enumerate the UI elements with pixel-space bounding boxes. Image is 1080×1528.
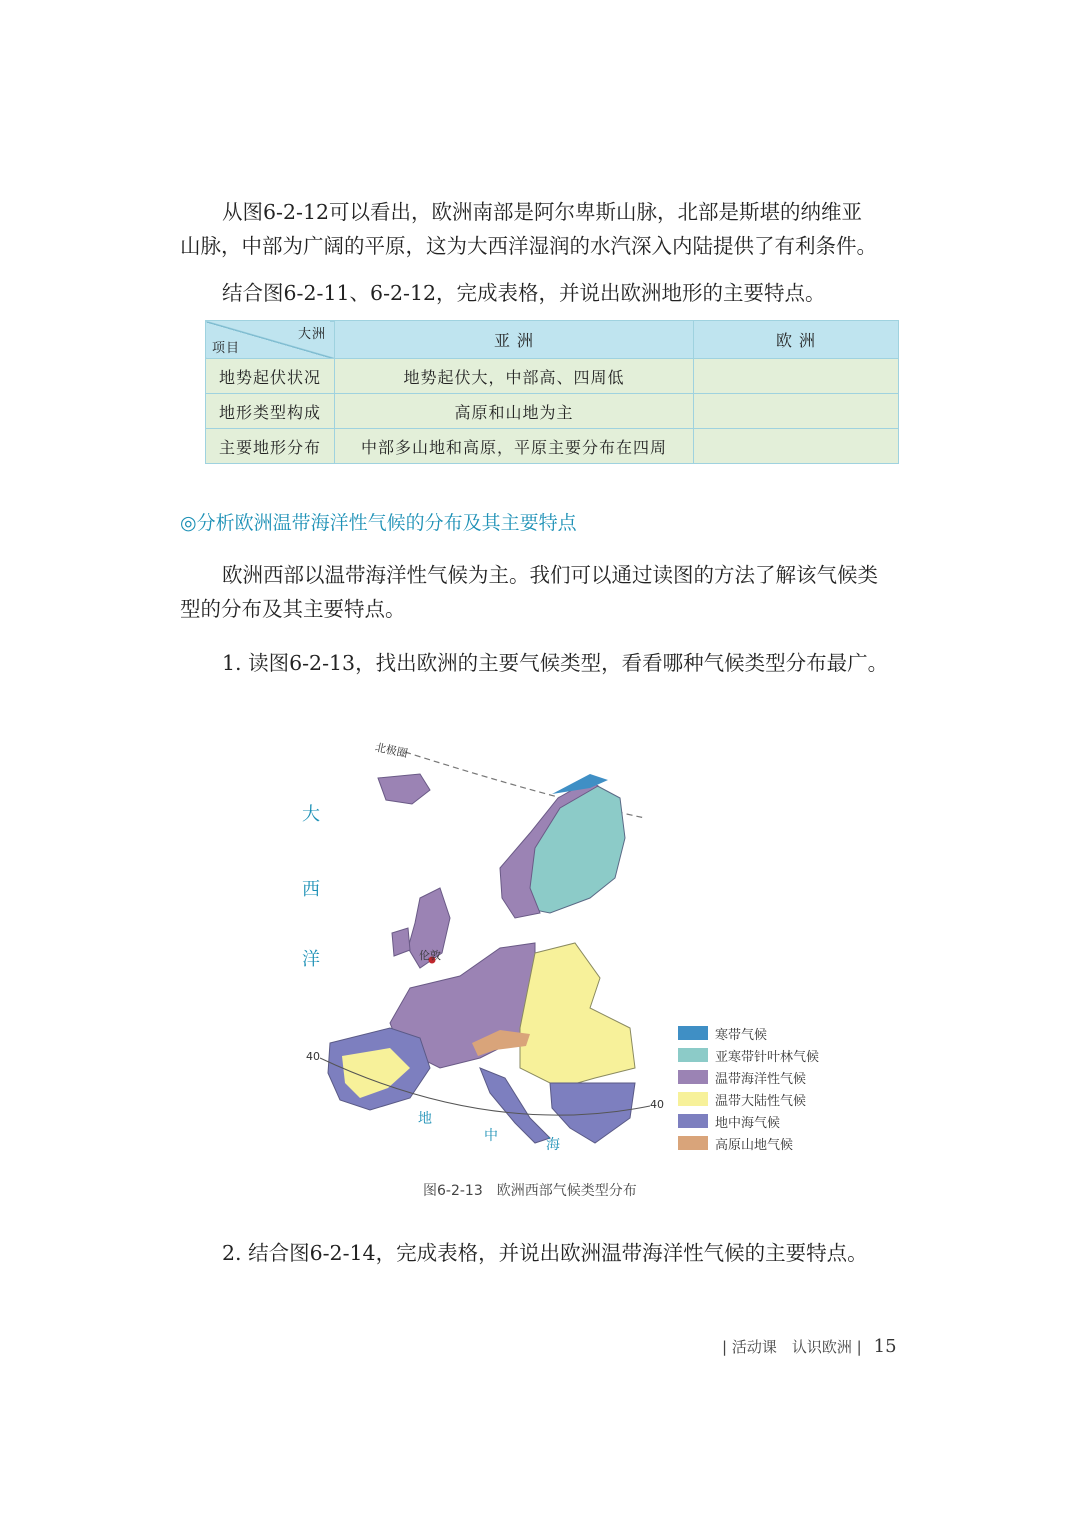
corner-bottom-label: 项目 (212, 341, 241, 356)
ocean-label-char: 西 (302, 879, 320, 900)
row-asia: 地势起伏大，中部高、四周低 (335, 359, 694, 394)
legend-swatch (678, 1026, 708, 1040)
arctic-circle-label: 北极圈 (373, 740, 409, 761)
ocean-label-char: 洋 (302, 949, 320, 970)
page-footer (722, 1336, 897, 1357)
header-asia: 亚 洲 (335, 321, 694, 359)
iceland-shape (378, 774, 430, 804)
legend-label: 温带海洋性气候 (715, 1071, 807, 1087)
corner-top-label: 大洲 (297, 327, 326, 342)
legend-swatch (678, 1070, 708, 1084)
legend-swatch (678, 1048, 708, 1062)
sea-label-char: 海 (546, 1137, 560, 1153)
figure-caption: 图6-2-13 欧洲西部气候类型分布 (423, 1183, 637, 1199)
map-legend (678, 1022, 819, 1154)
table-row (206, 359, 899, 394)
row-item: 地形类型构成 (206, 394, 335, 429)
row-europe-input[interactable] (694, 359, 899, 394)
row-asia: 中部多山地和高原，平原主要分布在四周 (335, 429, 694, 464)
legend-label: 高原山地气候 (715, 1137, 794, 1153)
terrain-table (205, 320, 899, 464)
ocean-label-char: 大 (302, 804, 320, 825)
paragraph-line: 从图6-2-12可以看出，欧洲南部是阿尔卑斯山脉，北部是斯堪的纳维亚 (222, 200, 863, 224)
row-item: 主要地形分布 (206, 429, 335, 464)
paragraph-terrain (180, 195, 940, 263)
table-corner-cell (206, 321, 335, 359)
ireland-shape (392, 928, 410, 956)
table-row (206, 429, 899, 464)
latitude-label: 40 (306, 1050, 320, 1063)
row-europe-input[interactable] (694, 429, 899, 464)
balkans-mediterranean (550, 1083, 635, 1143)
legend-item (678, 1022, 819, 1044)
row-item: 地势起伏状况 (206, 359, 335, 394)
legend-item (678, 1044, 819, 1066)
east-continental (520, 943, 635, 1088)
sea-label-char: 中 (484, 1128, 498, 1144)
header-europe: 欧 洲 (694, 321, 899, 359)
table-instruction: 结合图6-2-11、6-2-12，完成表格，并说出欧洲地形的主要特点。 (222, 281, 826, 305)
legend-item (678, 1088, 819, 1110)
latitude-label: 40 (650, 1098, 664, 1111)
legend-label: 地中海气候 (715, 1115, 781, 1131)
table-row (206, 394, 899, 429)
paragraph-climate (180, 558, 940, 626)
paragraph-line: 型的分布及其主要特点。 (180, 597, 406, 621)
section-heading: ◎分析欧洲温带海洋性气候的分布及其主要特点 (180, 512, 577, 534)
legend-item (678, 1132, 819, 1154)
legend-label: 亚寒带针叶林气候 (715, 1049, 820, 1065)
legend-label: 温带大陆性气候 (715, 1093, 807, 1109)
table-header-row (206, 321, 899, 359)
paragraph-line: 欧洲西部以温带海洋性气候为主。我们可以通过读图的方法了解该气候类 (222, 563, 878, 587)
row-asia: 高原和山地为主 (335, 394, 694, 429)
legend-item (678, 1110, 819, 1132)
legend-swatch (678, 1136, 708, 1150)
paragraph-line: 山脉，中部为广阔的平原，这为大西洋湿润的水汽深入内陆提供了有利条件。 (180, 234, 877, 258)
legend-swatch (678, 1092, 708, 1106)
page-number: 15 (873, 1336, 897, 1357)
legend-item (678, 1066, 819, 1088)
city-label: 伦敦 (419, 949, 441, 962)
legend-label: 寒带气候 (715, 1027, 768, 1043)
sea-label-char: 地 (418, 1111, 432, 1127)
row-europe-input[interactable] (694, 394, 899, 429)
legend-swatch (678, 1114, 708, 1128)
question-2: 2. 结合图6-2-14，完成表格，并说出欧洲温带海洋性气候的主要特点。 (222, 1241, 868, 1265)
footer-section-title: | 活动课 认识欧洲 | (722, 1338, 862, 1356)
question-1: 1. 读图6-2-13，找出欧洲的主要气候类型，看看哪种气候类型分布最广。 (222, 651, 889, 675)
